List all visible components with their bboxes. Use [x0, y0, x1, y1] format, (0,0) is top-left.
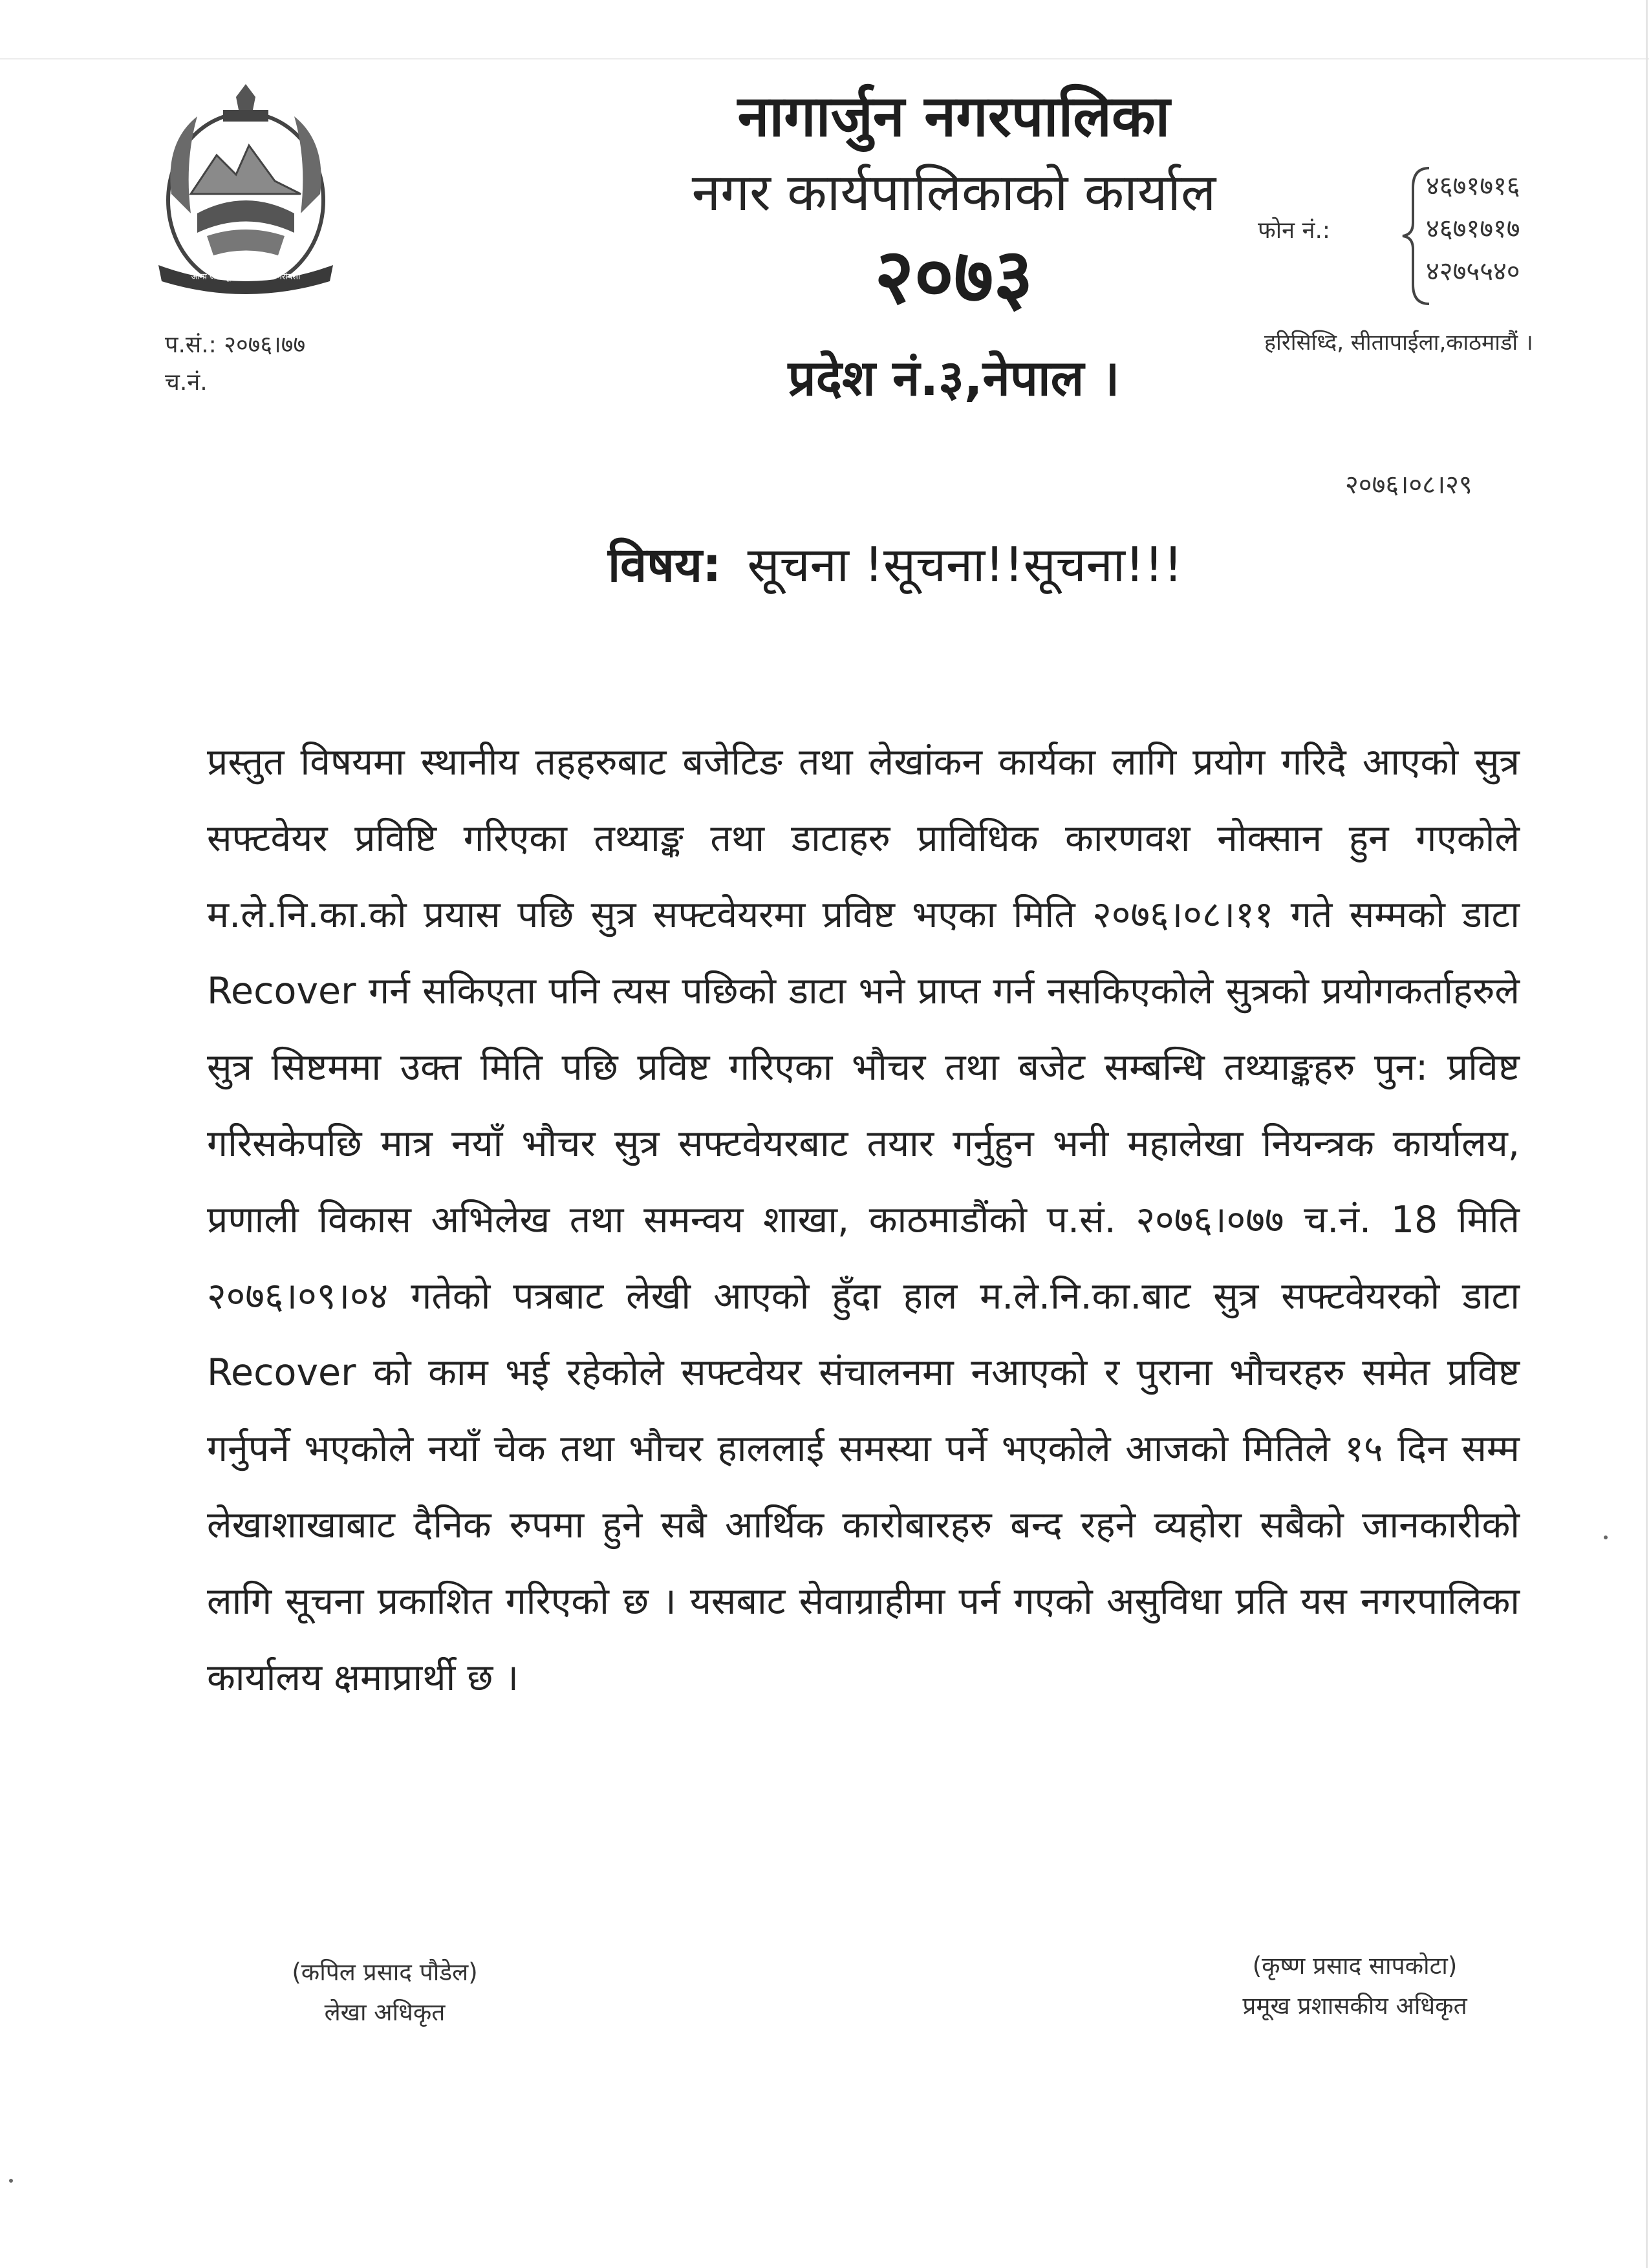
- page-right-edge: [1646, 0, 1648, 2268]
- emblem-text: आमा जन्मभूमिश्च स्वर्गादपि गरीयसी: [191, 272, 301, 282]
- signatory-title: लेखा अधिकृत: [324, 1998, 446, 2026]
- letter-reference-number: प.सं.: २०७६।७७: [165, 332, 306, 358]
- signatory-title: प्रमूख प्रशासकीय अधिकृत: [1242, 1992, 1467, 2020]
- letter-date: २०७६।०८।२९: [1345, 470, 1472, 500]
- signatory-left: [249, 1952, 521, 2033]
- phone-number: ४६७१७१६: [1426, 171, 1520, 201]
- dispatch-number: च.नं.: [165, 369, 208, 396]
- org-name: नागार्जुन नगरपालिका: [737, 83, 1170, 149]
- phone-number: ४२७५५४०: [1426, 257, 1520, 286]
- subject-line: [608, 530, 1183, 595]
- signatory-right: [1200, 1946, 1510, 2026]
- scan-speck: [1604, 1535, 1608, 1539]
- scan-speck: [9, 2179, 13, 2183]
- office-name: नगर कार्यपालिकाको कार्याल: [691, 162, 1216, 222]
- signatory-name: (कपिल प्रसाद पौडेल): [292, 1958, 478, 1986]
- establishment-number: २०७३: [874, 231, 1033, 321]
- phone-number: ४६७१७१७: [1426, 214, 1520, 244]
- office-address: हरिसिध्दि, सीतापाईला,काठमाडौं ।: [1264, 330, 1533, 356]
- letterhead: [550, 78, 1358, 414]
- province-line: प्रदेश नं.३,नेपाल ।: [788, 349, 1120, 407]
- nepal-emblem-icon: [146, 84, 346, 297]
- signatory-name: (कृष्ण प्रसाद सापकोटा): [1252, 1952, 1458, 1980]
- reference-block: [165, 326, 305, 401]
- subject-text: सूचना !सूचना!!सूचना!!!: [747, 537, 1183, 593]
- subject-label: विषय:: [608, 537, 722, 593]
- page-top-edge: [0, 58, 1649, 59]
- phone-label: फोन नं.:: [1258, 217, 1331, 244]
- phone-list: [1426, 165, 1520, 293]
- notice-body: प्रस्तुत विषयमा स्थानीय तहहरुबाट बजेटिङ तथा लेखांकन कार्यका लागि प्रयोग गरिदै आएको सुत्र सफ्टवेयर प्रविष्टि गरिएका तथ्याङ्क तथा डाटाहरु प्राविधिक कारणवश नोक्सान हुन गएकोले म.ले.नि.का.को प्रयास पछि सुत्र सफ्टवेयरमा प्रविष्ट भएका मिति २०७६।०८।११ गते सम्मको डाटा Recover गर्न सकिएता पनि त्यस पछिको डाटा भने प्राप्त गर्न नसकिएकोले सुत्रको प्रयोगकर्ताहरुले सुत्र सिष्टममा उक्त मिति पछि प्रविष्ट गरिएका भौचर तथा बजेट सम्बन्धि तथ्याङ्कहरु पुन: प्रविष्ट गरिसकेपछि मात्र नयाँ भौचर सुत्र सफ्टवेयरबाट तयार गर्नुहुन भनी महालेखा नियन्त्रक कार्यालय, प्रणाली विकास अभिलेख तथा समन्वय शाखा, काठमाडौंको प.सं. २०७६।०७७ च.नं. 18 मिति २०७६।०९।०४ गतेको पत्रबाट लेखी आएको हुँदा हाल म.ले.नि.का.बाट सुत्र सफ्टवेयरको डाटा Recover को काम भई रहेकोले सफ्टवेयर संचालनमा नआएको र पुराना भौचरहरु समेत प्रविष्ट गर्नुपर्ने भएकोले नयाँ चेक तथा भौचर हाललाई समस्या पर्ने भएकोले आजको मितिले १५ दिन सम्म लेखाशाखाबाट दैनिक रुपमा हुने सबै आर्थिक कारोबारहरु बन्द रहने व्यहोरा सबैको जानकारीको लागि सूचना प्रकाशित गरिएको छ । यसबाट सेवाग्राहीमा पर्न गएको असुविधा प्रति यस नगरपालिका कार्यालय क्षमाप्रार्थी छ ।: [207, 741, 1520, 1699]
